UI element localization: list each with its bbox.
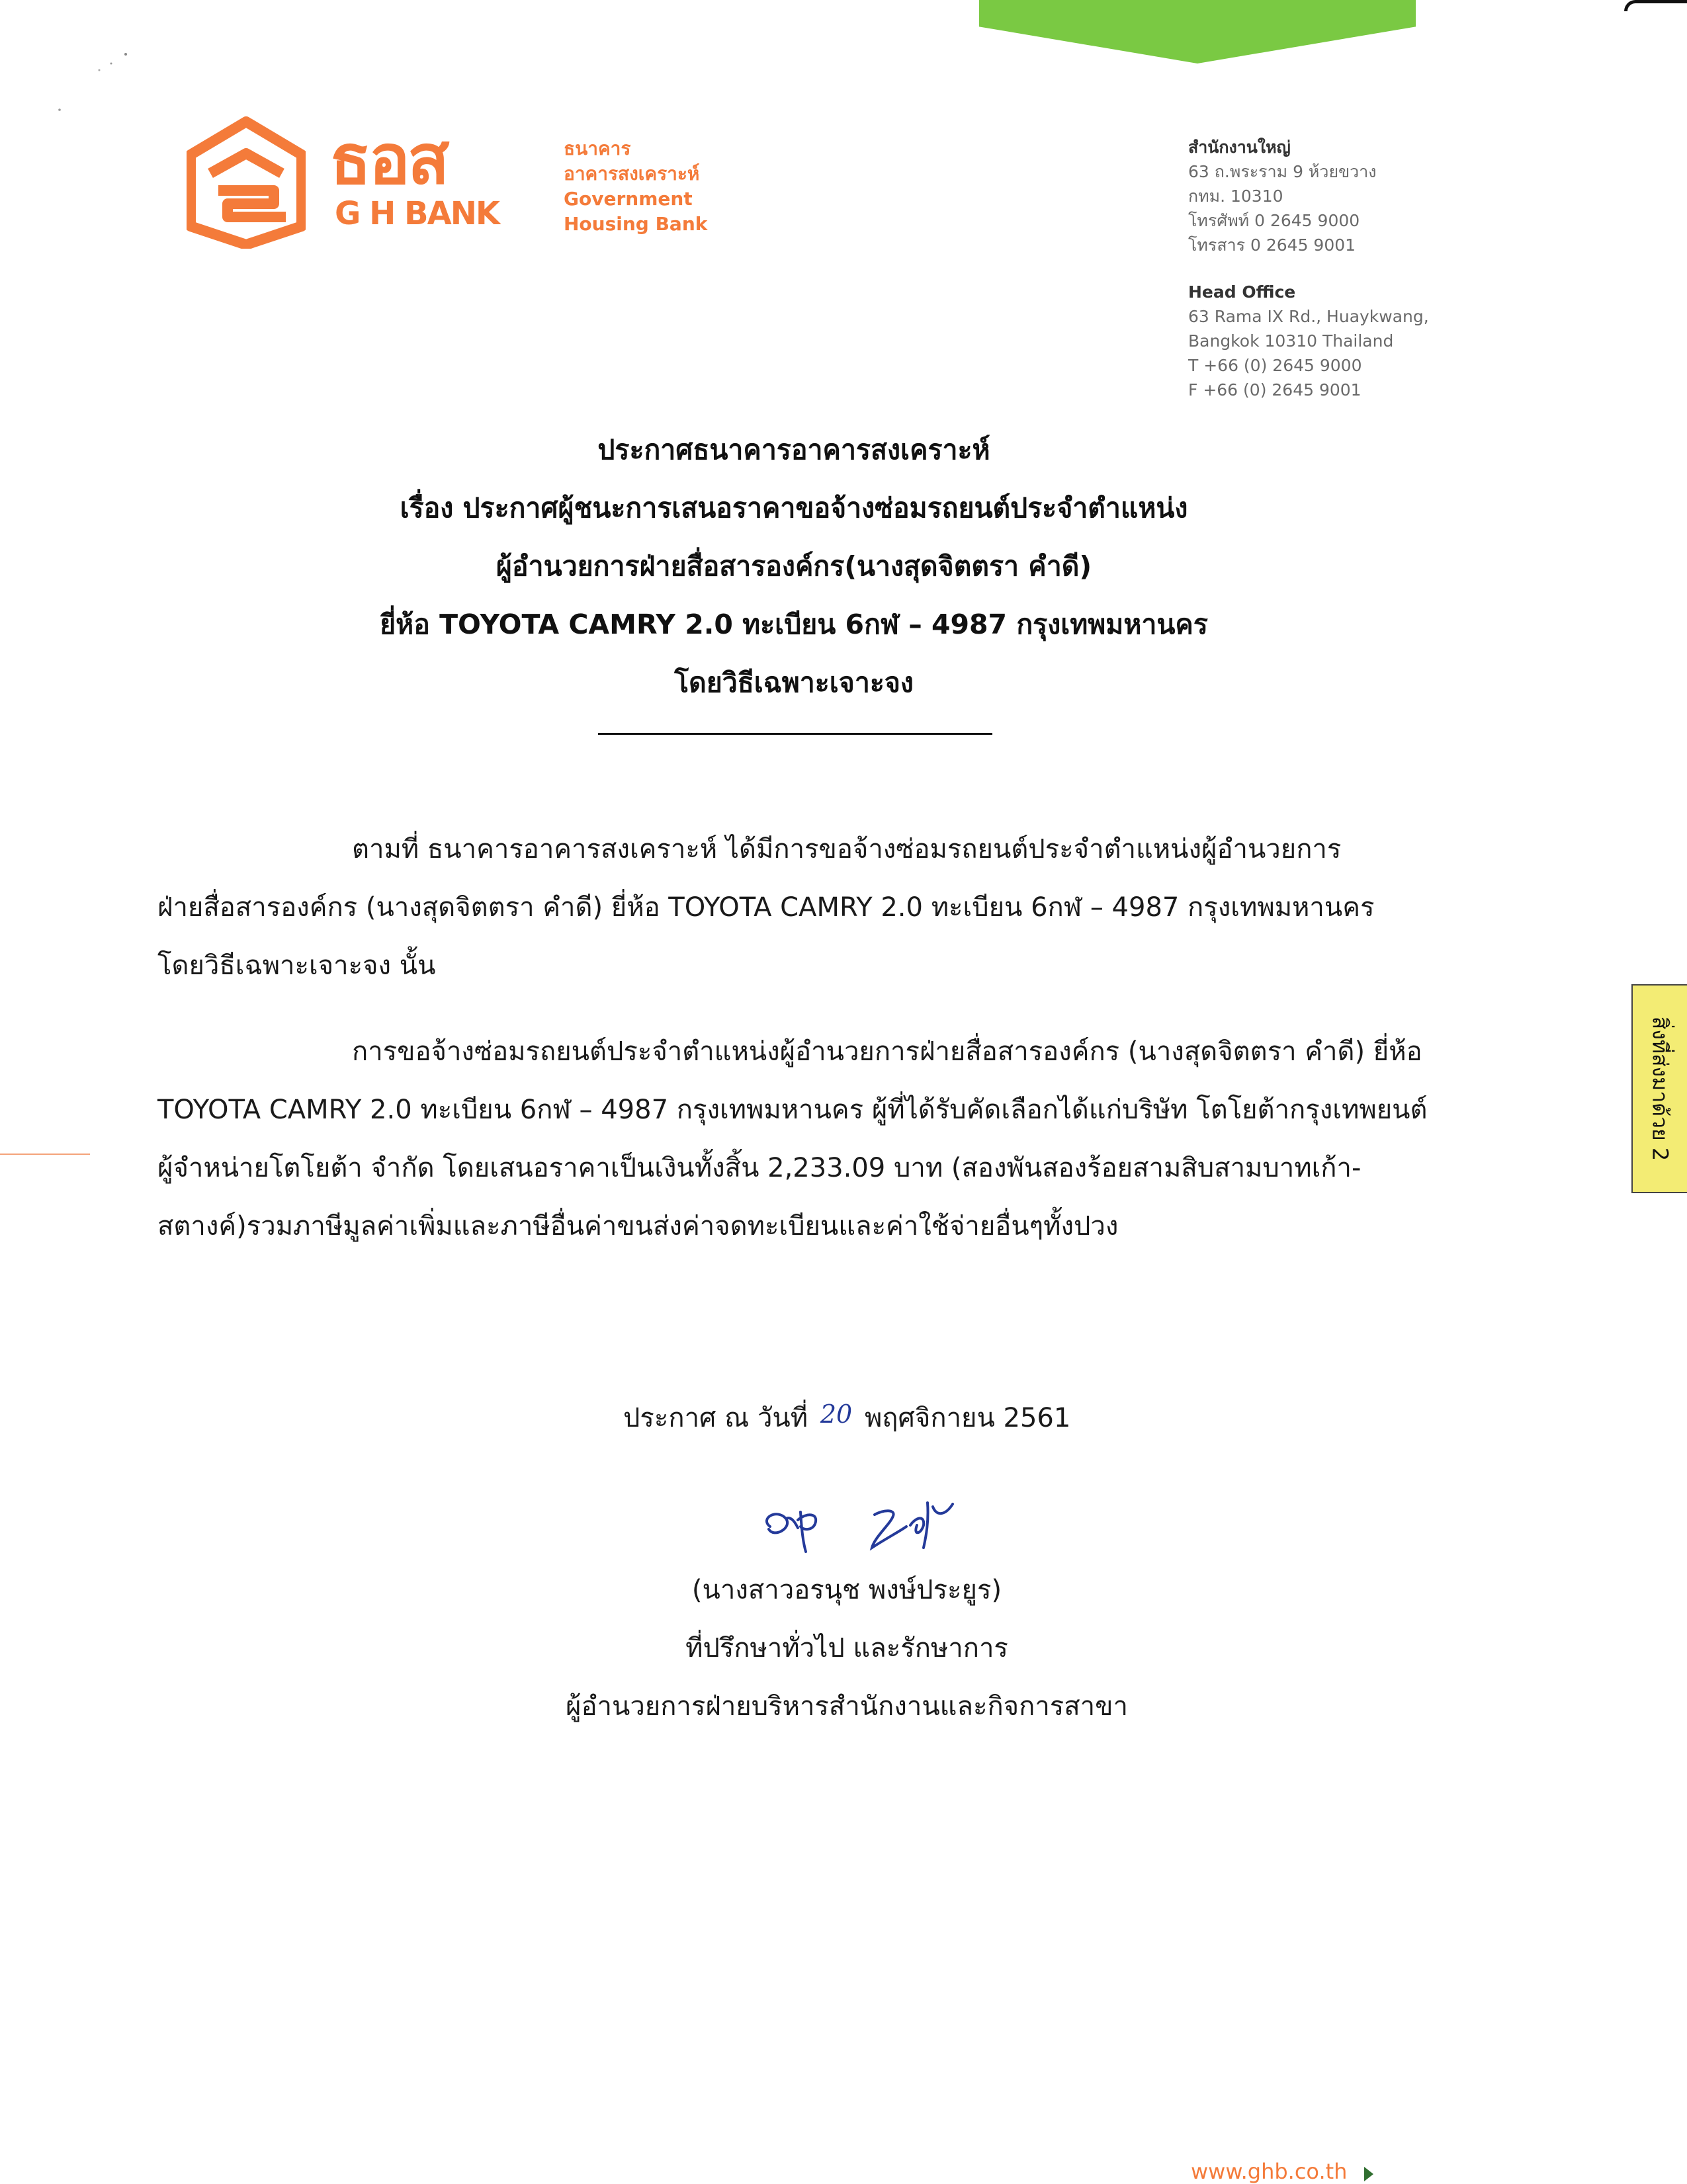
body-line: ฝ่ายสื่อสารองค์กร (นางสุดจิตตรา คำดี) ยี่ห้อ TOYOTA CAMRY 2.0 ทะเบียน 6กฬ – 4987 กรุงเทพมหานคร <box>157 892 1375 923</box>
brand-line: อาคารสงเคราะห์ <box>564 163 700 185</box>
announcement-title <box>265 421 1323 712</box>
scan-specks <box>46 46 139 119</box>
date-day-handwritten: 20 <box>820 1400 853 1429</box>
signatory-position: ผู้อำนวยการฝ่ายบริหารสำนักงานและกิจการสาขา <box>566 1691 1128 1722</box>
fold-mark <box>0 1154 90 1155</box>
body-paragraph-2 <box>157 1023 1547 1255</box>
signatory-position: ที่ปรึกษาทั่วไป และรักษาการ <box>685 1633 1008 1663</box>
body-line: โดยวิธีเฉพาะเจาะจง นั้น <box>157 950 436 981</box>
scan-corner-mark <box>1624 0 1687 11</box>
brand-line: Government <box>564 188 693 210</box>
arrow-right-icon <box>1364 2167 1373 2181</box>
address-en-heading: Head Office <box>1188 282 1296 302</box>
title-line: โดยวิธีเฉพาะเจาะจง <box>674 667 914 698</box>
address-en-line: T +66 (0) 2645 9000 <box>1188 356 1362 375</box>
body-line: สตางค์)รวมภาษีมูลค่าเพิ่มและภาษีอื่นค่าขนส่งค่าจดทะเบียนและค่าใช้จ่ายอื่นๆทั้งปวง <box>157 1211 1119 1241</box>
title-line: ประกาศธนาคารอาคารสงเคราะห์ <box>597 434 990 466</box>
date-suffix: พฤศจิกายน 2561 <box>864 1403 1071 1433</box>
brand-line: ธนาคาร <box>564 138 631 159</box>
attachment-side-tab <box>1631 984 1687 1193</box>
body-line: การขอจ้างซ่อมรถยนต์ประจำตำแหน่งผู้อำนวยการฝ่ายสื่อสารองค์กร (นางสุดจิตตรา คำดี) ยี่ห้อ <box>352 1036 1422 1067</box>
brand-name-lines <box>564 136 707 237</box>
brand-line: Housing Bank <box>564 213 708 235</box>
signatory-block <box>463 1561 1231 1736</box>
body-line: ผู้จำหน่ายโตโยต้า จำกัด โดยเสนอราคาเป็นเงินทั้งสิ้น 2,233.09 บาท (สองพันสองร้อยสามสิบสามบาทเก้า- <box>157 1153 1362 1183</box>
address-en-line: 63 Rama IX Rd., Huaykwang, <box>1188 307 1429 326</box>
address-th-line: โทรศัพท์ 0 2645 9000 <box>1188 211 1360 230</box>
body-paragraph-1 <box>157 820 1547 995</box>
letterhead-green-tab <box>979 0 1416 63</box>
address-th-line: โทรสาร 0 2645 9001 <box>1188 235 1356 255</box>
announcement-date <box>623 1392 1070 1445</box>
title-line: เรื่อง ประกาศผู้ชนะการเสนอราคาขอจ้างซ่อมรถยนต์ประจำตำแหน่ง <box>400 492 1188 524</box>
title-line: ยี่ห้อ TOYOTA CAMRY 2.0 ทะเบียน 6กฬ – 4987 กรุงเทพมหานคร <box>380 609 1208 640</box>
address-th-heading: สำนักงานใหญ่ <box>1188 138 1291 157</box>
attachment-side-tab-label: สิ่งที่ส่งมาด้วย 2 <box>1647 1016 1673 1161</box>
address-th-line: กทม. 10310 <box>1188 187 1283 206</box>
ghbank-house-logo-icon <box>187 116 306 249</box>
body-line: TOYOTA CAMRY 2.0 ทะเบียน 6กฬ – 4987 กรุงเทพมหานคร ผู้ที่ได้รับคัดเลือกได้แก่บริษัท โตโยต้ากรุงเทพยนต์ <box>157 1095 1428 1125</box>
footer-website: www.ghb.co.th <box>1191 2159 1348 2184</box>
brand-thai-wordmark: ธอส <box>329 119 447 200</box>
title-underline-divider <box>598 733 992 735</box>
address-en-line: F +66 (0) 2645 9001 <box>1188 380 1362 399</box>
address-th-line: 63 ถ.พระราม 9 ห้วยขวาง <box>1188 162 1377 181</box>
body-line: ตามที่ ธนาคารอาคารสงเคราะห์ ได้มีการขอจ้างซ่อมรถยนต์ประจำตำแหน่งผู้อำนวยการ <box>352 834 1342 864</box>
signatory-name: (นางสาวอรนุช พงษ์ประยูร) <box>691 1575 1002 1605</box>
address-en-line: Bangkok 10310 Thailand <box>1188 331 1394 351</box>
handwritten-signature <box>754 1492 973 1565</box>
brand-english-wordmark: G H BANK <box>335 195 499 232</box>
title-line: ผู้อำนวยการฝ่ายสื่อสารองค์กร(นางสุดจิตตรา คำดี) <box>496 550 1092 582</box>
head-office-address <box>1188 135 1429 402</box>
date-prefix: ประกาศ ณ วันที่ <box>623 1403 808 1433</box>
